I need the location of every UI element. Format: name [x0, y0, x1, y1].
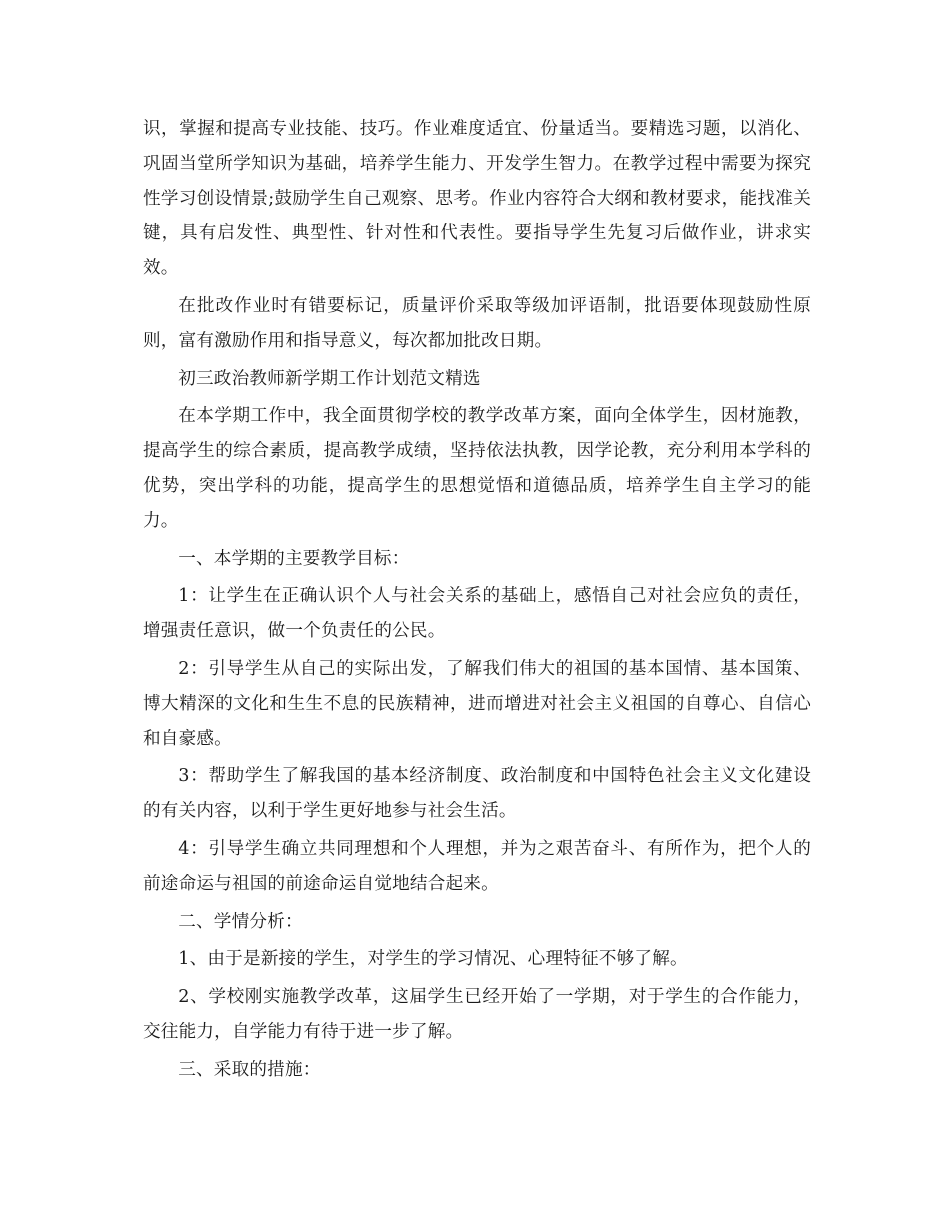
document-body [143, 112, 811, 1088]
paragraph-intro: 在本学期工作中，我全面贯彻学校的教学改革方案，面向全体学生，因材施教，提高学生的综合素质，提高教学成绩，坚持依法执教，因学论教，充分利用本学科的优势，突出学科的功能，提高学生的思想觉悟和道德品质，培养学生自主学习的能力。 [143, 406, 811, 531]
heading-measures: 三、采取的措施： [178, 1059, 321, 1080]
section-title: 初三政治教师新学期工作计划范文精选 [178, 368, 481, 389]
goal-item-3: 3：帮助学生了解我国的基本经济制度、政治制度和中国特色社会主义文化建设的有关内容，以利于学生更好地参与社会生活。 [143, 766, 811, 822]
heading-teaching-goals: 一、本学期的主要教学目标： [178, 548, 410, 569]
goal-item-4: 4：引导学生确立共同理想和个人理想，并为之艰苦奋斗、有所作为，把个人的前途命运与祖国的前途命运自觉地结合起来。 [143, 838, 811, 894]
heading-student-analysis: 二、学情分析： [178, 911, 303, 932]
analysis-item-2: 2、学校刚实施教学改革，这届学生已经开始了一学期，对于学生的合作能力，交往能力，自学能力有待于进一步了解。 [143, 987, 811, 1042]
paragraph-homework-requirements: 识，掌握和提高专业技能、技巧。作业难度适宜、份量适当。要精选习题，以消化、巩固当堂所学知识为基础，培养学生能力、开发学生智力。在教学过程中需要为探究性学习创设情景;鼓励学生自己观察、思考。作业内容符合大纲和教材要求，能找准关键，具有启发性、典型性、针对性和代表性。要指导学生先复习后做作业，讲求实效。 [143, 119, 811, 279]
goal-item-2: 2：引导学生从自己的实际出发，了解我们伟大的祖国的基本国情、基本国策、博大精深的文化和生生不息的民族精神，进而增进对社会主义祖国的自尊心、自信心和自豪感。 [143, 658, 811, 749]
analysis-item-1: 1、由于是新接的学生，对学生的学习情况、心理特征不够了解。 [178, 949, 688, 970]
goal-item-1: 1：让学生在正确认识个人与社会关系的基础上，感悟自己对社会应负的责任，增强责任意识，做一个负责任的公民。 [143, 586, 811, 642]
paragraph-grading: 在批改作业时有错要标记，质量评价采取等级加评语制，批语要体现鼓励性原则，富有激励作用和指导意义，每次都加批改日期。 [143, 295, 811, 351]
